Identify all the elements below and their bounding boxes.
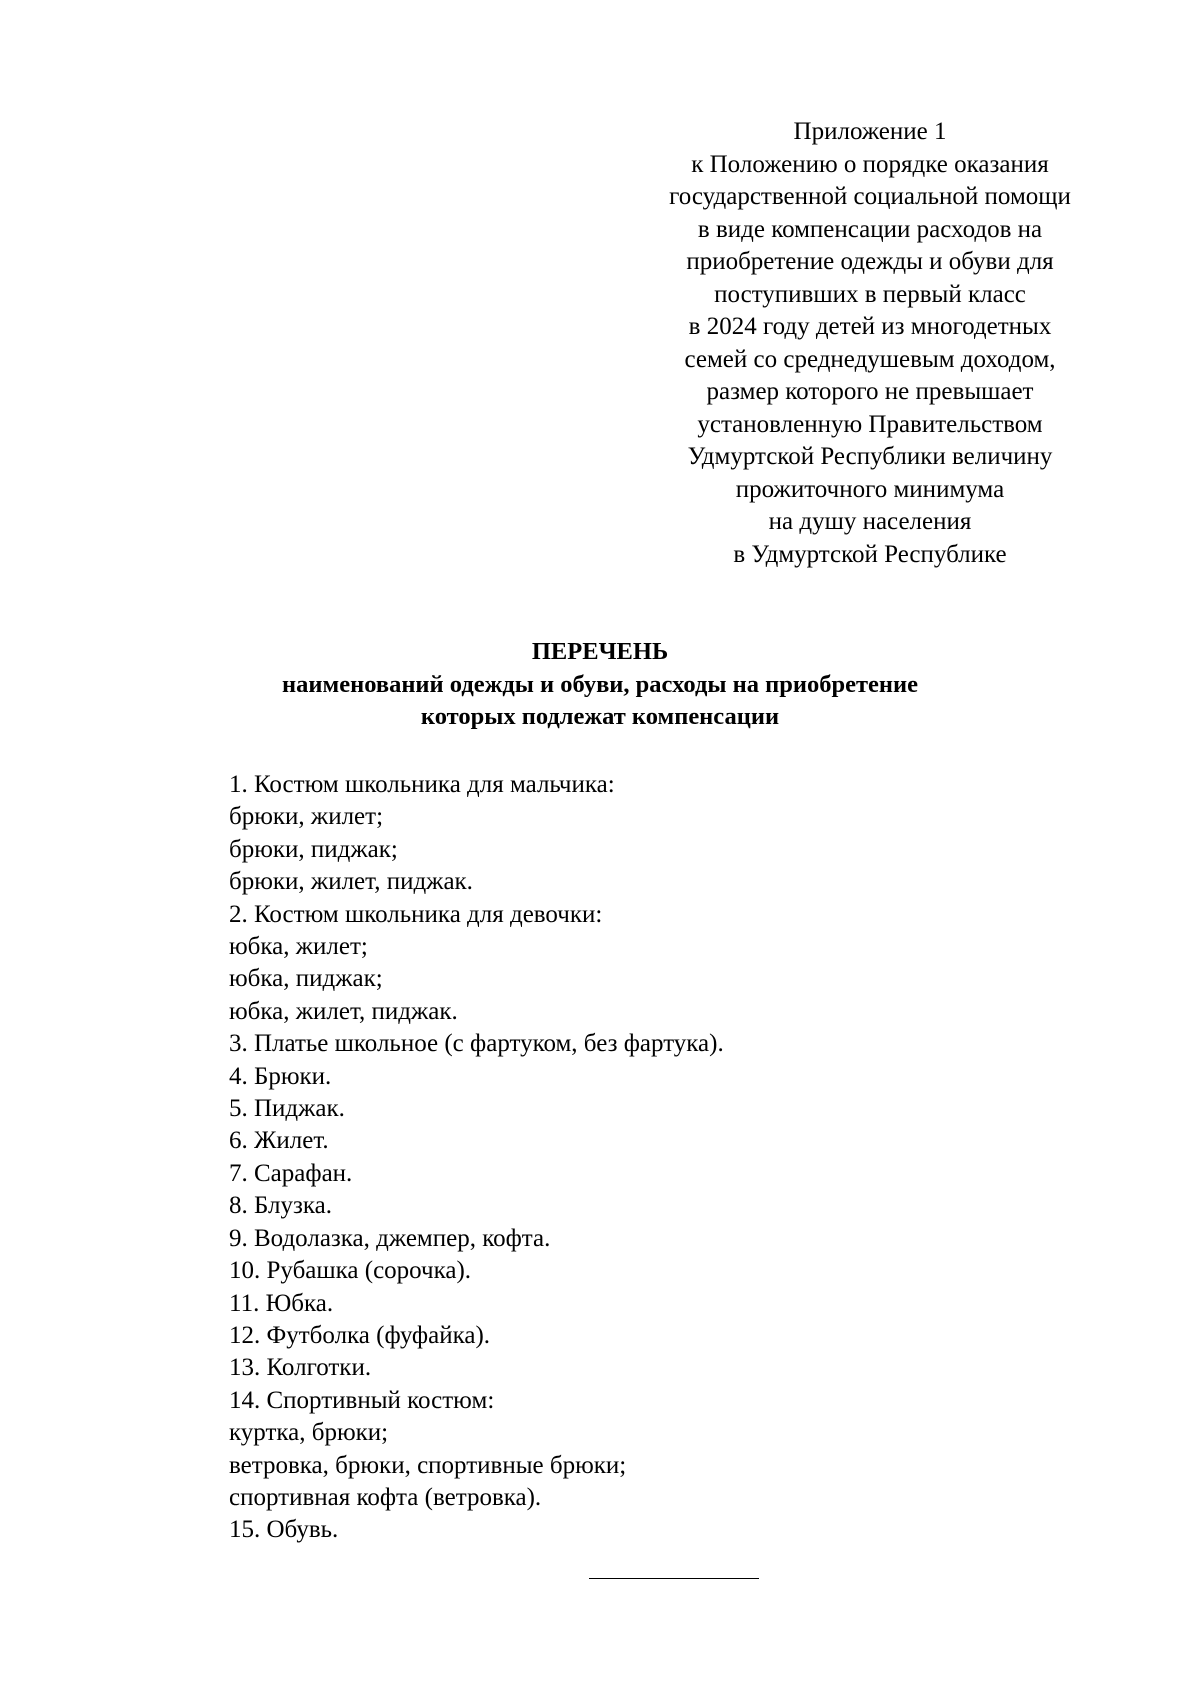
annex-line: размер которого не превышает xyxy=(706,378,1034,405)
list-item: 3. Платье школьное (с фартуком, без фартука). xyxy=(229,1030,724,1058)
list-item: 15. Обувь. xyxy=(229,1516,339,1544)
annex-line: в виде компенсации расходов на xyxy=(697,215,1043,243)
annex-line: прожиточного минимума xyxy=(735,475,1005,503)
list-item: 8. Блузка. xyxy=(229,1192,332,1220)
list-item: 5. Пиджак. xyxy=(229,1095,345,1123)
list-item: 14. Спортивный костюм: xyxy=(229,1386,495,1414)
annex-line: семей со среднедушевым доходом, xyxy=(684,345,1056,373)
list-item: 11. Юбка. xyxy=(229,1289,334,1317)
annex-line: поступивших в первый класс xyxy=(714,280,1026,308)
annex-line: приобретение одежды и обуви для xyxy=(686,248,1054,275)
list-item: юбка, пиджак; xyxy=(229,965,383,993)
annex-line: к Положению о порядке оказания xyxy=(691,150,1049,178)
list-item: брюки, пиджак; xyxy=(229,835,398,863)
list-item: 10. Рубашка (сорочка). xyxy=(229,1257,472,1285)
list-item: спортивная кофта (ветровка). xyxy=(229,1483,542,1511)
annex-line: Удмуртской Республики величину xyxy=(687,443,1053,470)
list-item: 9. Водолазка, джемпер, кофта. xyxy=(229,1224,551,1252)
annex-line: установленную Правительством xyxy=(697,410,1043,438)
annex-line: на душу населения xyxy=(768,508,972,535)
annex-line: в Удмуртской Республике xyxy=(733,540,1007,568)
document-subtitle-line: которых подлежат компенсации xyxy=(420,703,780,730)
document-title: ПЕРЕЧЕНЬ xyxy=(531,638,669,665)
list-item: 6. Жилет. xyxy=(229,1127,329,1155)
document-heading xyxy=(0,636,1200,734)
list-item: 4. Брюки. xyxy=(229,1062,332,1090)
list-item: 13. Колготки. xyxy=(229,1354,372,1382)
list-item: юбка, жилет, пиджак. xyxy=(229,997,458,1025)
annex-line: Приложение 1 xyxy=(793,118,947,145)
items-list xyxy=(229,769,1129,1547)
list-item: 12. Футболка (фуфайка). xyxy=(229,1321,491,1349)
list-item: 2. Костюм школьника для девочки: xyxy=(229,900,603,928)
annex-line: в 2024 году детей из многодетных xyxy=(688,313,1052,340)
list-item: куртка, брюки; xyxy=(229,1419,389,1447)
annex-line: государственной социальной помощи xyxy=(669,183,1071,210)
list-item: 1. Костюм школьника для мальчика: xyxy=(229,771,615,798)
end-divider xyxy=(589,1578,759,1579)
list-item: 7. Сарафан. xyxy=(229,1159,353,1187)
document-subtitle-line: наименований одежды и обуви, расходы на приобретение xyxy=(282,670,918,698)
list-item: брюки, жилет, пиджак. xyxy=(229,868,473,896)
list-item: ветровка, брюки, спортивные брюки; xyxy=(229,1451,627,1479)
list-item: брюки, жилет; xyxy=(229,803,384,831)
annex-block xyxy=(610,116,1130,571)
list-item: юбка, жилет; xyxy=(229,933,368,961)
